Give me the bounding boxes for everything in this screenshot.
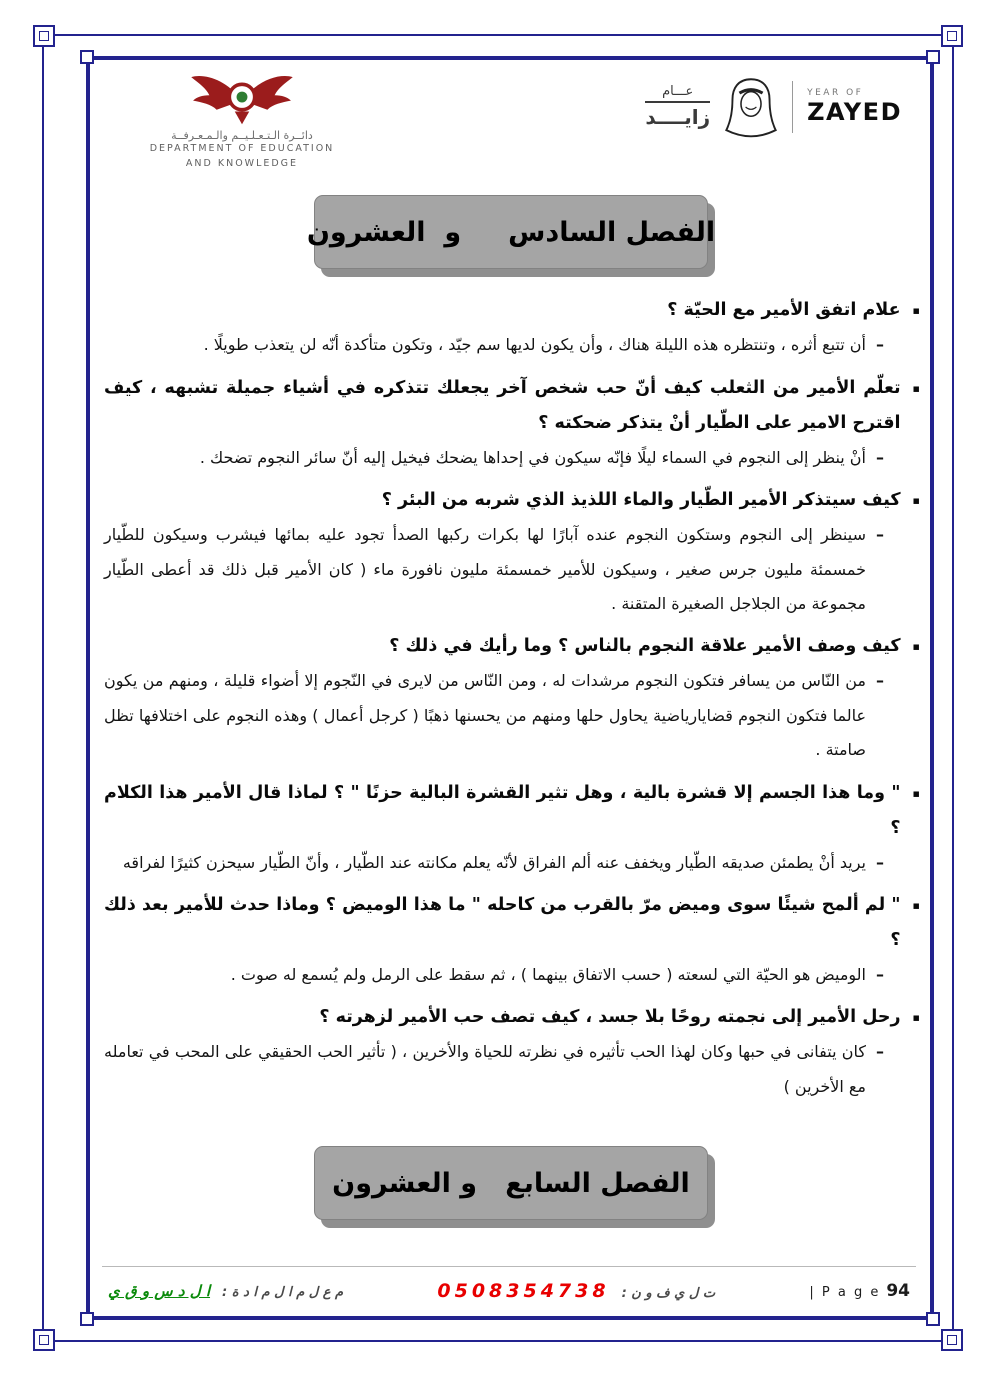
corner-ornament — [80, 50, 94, 64]
qa-item — [104, 776, 920, 880]
teacher-label: م ع ل م ا ل م ا د ة : — [222, 1285, 344, 1300]
page-number-group — [809, 1281, 910, 1301]
qa-item — [104, 1000, 920, 1104]
zayed-logo-arabic — [645, 85, 710, 130]
question-text: كيف وصف الأمير علاقة النجوم بالناس ؟ وما رأيك في ذلك ؟ — [389, 636, 901, 657]
teacher-group — [108, 1282, 343, 1300]
question-row — [104, 371, 920, 441]
answers — [104, 664, 920, 767]
corner-ornament — [941, 1329, 963, 1351]
dash-icon: – — [876, 447, 884, 467]
question-text: تعلّم الأمير من الثعلب كيف أنّ حب شخص آخر يجعلك تتذكره في أشياء جميلة تشبهه ، كيف اقترح الامير على الطّيار أنْ يتذكر ضحكته ؟ — [104, 377, 901, 433]
answer-row — [104, 958, 920, 992]
teacher-name: ا ل د س و ق ي — [108, 1282, 211, 1300]
corner-ornament — [33, 1329, 55, 1351]
bullet-square-icon: ▪ — [912, 898, 920, 912]
answer-row — [104, 846, 920, 880]
answer-text: الوميض هو الحيّة التي لسعته ( حسب الاتفاق بينهما ) ، ثم سقط على الرمل ولم يُسمع له صوت . — [230, 964, 866, 984]
year-of-zayed-logo — [645, 76, 902, 138]
question-text: " لم ألمح شيئًا سوى وميض مرّ بالقرب من كاحله " ما هذا الوميض ؟ وماذا حدث للأمير بعد ذلك ؟ — [104, 894, 901, 950]
question-row — [104, 1000, 920, 1035]
question-row — [104, 483, 920, 518]
answer-text: يريد أنْ يطمئن صديقه الطّيار ويخفف عنه ألم الفراق لأنّه يعلم مكانته عند الطّيار ، وأنّ الطّيار سيحزن كثيرًا لفراقه — [122, 852, 866, 872]
corner-ornament — [80, 1312, 94, 1326]
answer-row — [104, 1035, 920, 1104]
question-row — [104, 629, 920, 664]
department-logo-english-line2: AND KNOWLEDGE — [185, 157, 299, 169]
footer — [102, 1266, 916, 1302]
department-logo — [102, 68, 382, 171]
question-row — [104, 776, 920, 846]
bullet-square-icon: ▪ — [912, 381, 920, 395]
corner-ornament — [926, 1312, 940, 1326]
answer-row — [104, 328, 920, 362]
dash-icon: – — [876, 1042, 884, 1062]
question-text: علام اتفق الأمير مع الحيّة ؟ — [667, 300, 901, 321]
footer-row — [102, 1280, 916, 1302]
answers — [104, 441, 920, 475]
qa-item — [104, 293, 920, 362]
answers — [104, 518, 920, 621]
corner-ornament — [33, 25, 55, 47]
question-row — [104, 888, 920, 958]
footer-divider — [102, 1266, 916, 1267]
answers — [104, 1035, 920, 1104]
chapter-26-title: الفصل السادس و العشرون — [306, 216, 716, 248]
document-content — [102, 62, 920, 1312]
answer-text: من النّاس من يسافر فتكون النجوم مرشدات له ، ومن النّاس من لايرى في النّجوم إلا أضواء قليلة ، ومنهم من يكون عالما فتكون النجوم قضايارياضية يحاول حلها ومنهم من يحسنها ذهبًا ( كرجل أعمال ) وهذه النجوم على اختلافها تظل صامتة . — [104, 671, 866, 760]
qa-item — [104, 629, 920, 767]
zayed-logo-arabic-line1: عـــام — [645, 85, 710, 104]
bullet-square-icon: ▪ — [912, 494, 920, 508]
corner-ornament — [941, 25, 963, 47]
qa-item — [104, 483, 920, 621]
chapter-27-title-box — [314, 1146, 708, 1220]
zayed-logo-english-line1: YEAR OF — [807, 88, 864, 98]
uae-emblem-icon — [172, 68, 312, 126]
bullet-square-icon: ▪ — [912, 1011, 920, 1025]
corner-ornament — [926, 50, 940, 64]
page-label: | P a g e — [809, 1285, 881, 1300]
phone-label: ت ل ي ف و ن : — [621, 1286, 716, 1301]
department-logo-english-line1: DEPARTMENT OF EDUCATION — [149, 143, 335, 154]
dash-icon: – — [876, 671, 884, 691]
answer-row — [104, 664, 920, 767]
answers — [104, 846, 920, 880]
question-text: " وما هذا الجسم إلا قشرة بالية ، وهل تثير القشرة البالية حزنًا " ؟ لماذا قال الأمير هذا الكلام ؟ — [104, 782, 901, 838]
qa-list — [102, 293, 920, 1104]
answers — [104, 328, 920, 362]
logo-divider — [792, 81, 793, 133]
zayed-logo-english-line2: ZAYED — [807, 98, 902, 126]
zayed-logo-english — [807, 88, 902, 126]
answer-text: كان يتفانى في حبها وكان لهذا الحب تأثيره في نظرته للحياة والأخرين ، ( تأثير الحب الحقيقي على المحب في تعامله مع الأخرين ) — [104, 1042, 866, 1096]
dash-icon: – — [876, 335, 884, 355]
qa-item — [104, 888, 920, 992]
zayed-portrait-icon — [724, 76, 778, 138]
bullet-square-icon: ▪ — [912, 786, 920, 800]
answer-text: سينظر إلى النجوم وستكون النجوم عنده آبارًا لها بكرات ركبها الصدأ تجود عليه بمائها فيشرب وسيكون للطّيار خمسمئة مليون جرس صغير ، وسيكون للأمير خمسمئة مليون نافورة ماء ( كان الأمير قبل ذلك قد أعطى الطّيار مجموعة من الجلاجل الصغيرة المتقنة . — [104, 525, 866, 613]
answers — [104, 958, 920, 992]
dash-icon: – — [876, 964, 884, 984]
answer-text: أنْ ينظر إلى النجوم في السماء ليلًا فإنّه سيكون في إحداها يضحك فيخيل إليه أنّ سائر النجوم تضحك . — [199, 447, 866, 467]
page-number: 94 — [886, 1281, 910, 1301]
phone-group — [437, 1280, 715, 1302]
bullet-square-icon: ▪ — [912, 640, 920, 654]
answer-row — [104, 518, 920, 621]
dash-icon: – — [876, 525, 884, 545]
zayed-logo-arabic-line2: زايــــد — [645, 105, 711, 130]
qa-item — [104, 371, 920, 475]
question-text: كيف سيتذكر الأمير الطّيار والماء اللذيذ الذي شربه من البئر ؟ — [381, 490, 901, 511]
question-text: رحل الأمير إلى نجمته روحًا بلا جسد ، كيف تصف حب الأمير لزهرته ؟ — [319, 1007, 901, 1028]
answer-row — [104, 441, 920, 475]
answer-text: أن تتبع أثره ، وتنتظره هذه الليلة هناك ، وأن يكون لديها سم جيّد ، وتكون متأكدة أنّه لن يتعذب طويلًا . — [203, 335, 866, 355]
phone-number: 0508354738 — [437, 1280, 610, 1302]
header — [102, 62, 920, 171]
department-logo-arabic: دائــرة الـتـعـلـيــم والـمـعـرفــة — [171, 129, 313, 142]
chapter-26-title-box — [306, 195, 716, 269]
department-logo-english — [150, 142, 335, 171]
bullet-square-icon: ▪ — [912, 304, 920, 318]
question-row — [104, 293, 920, 328]
dash-icon: – — [876, 852, 884, 872]
chapter-27-title: الفصل السابع و العشرون — [332, 1167, 690, 1199]
